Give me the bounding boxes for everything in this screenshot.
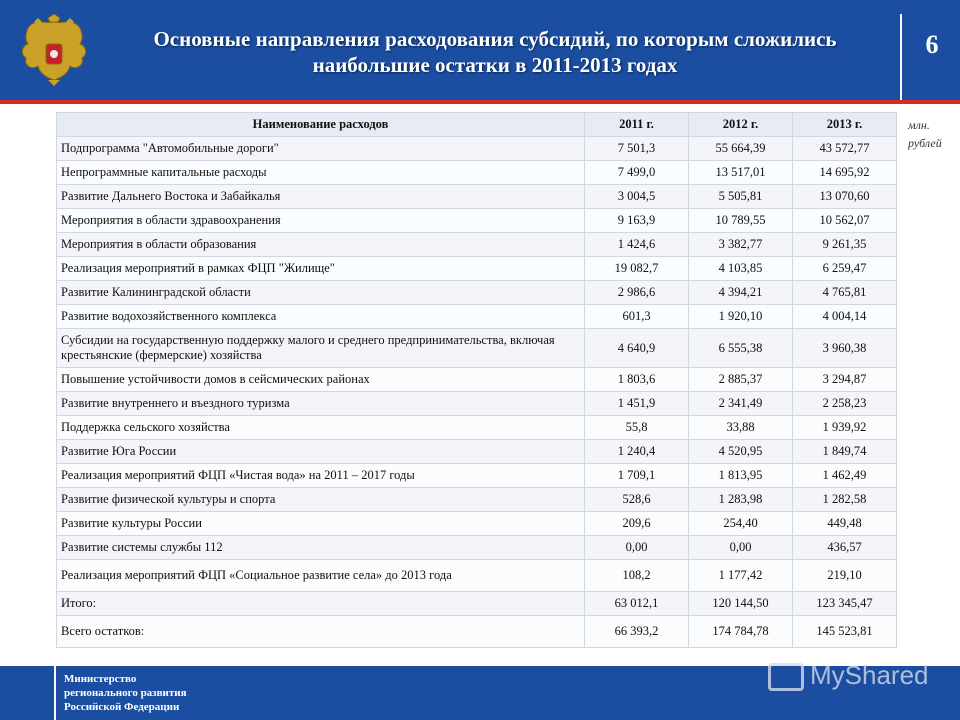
cell-2013: 3 960,38 (793, 329, 897, 368)
cell-name: Развитие внутреннего и въездного туризма (57, 392, 585, 416)
cell-2011: 528,6 (585, 488, 689, 512)
cell-2013: 145 523,81 (793, 616, 897, 648)
table-row (57, 209, 897, 233)
cell-2011: 1 240,4 (585, 440, 689, 464)
cell-2013: 10 562,07 (793, 209, 897, 233)
table-row (57, 305, 897, 329)
cell-2011: 601,3 (585, 305, 689, 329)
table-row (57, 392, 897, 416)
cell-2012: 2 885,37 (689, 368, 793, 392)
cell-2011: 63 012,1 (585, 592, 689, 616)
presentation-icon (768, 663, 804, 691)
title-line-1: Основные направления расходования субсидий, по которым сложились (153, 27, 837, 51)
table-row (57, 488, 897, 512)
table-header-row (57, 113, 897, 137)
header-cell-2013: 2013 г. (793, 113, 897, 137)
cell-name: Мероприятия в области здравоохранения (57, 209, 585, 233)
cell-2012: 0,00 (689, 536, 793, 560)
cell-2012: 55 664,39 (689, 137, 793, 161)
table-row (57, 329, 897, 368)
table-row (57, 416, 897, 440)
title-line-2: наибольшие остатки в 2011-2013 годах (312, 53, 678, 77)
table-row (57, 281, 897, 305)
cell-2013: 1 849,74 (793, 440, 897, 464)
cell-2011: 7 501,3 (585, 137, 689, 161)
cell-2013: 9 261,35 (793, 233, 897, 257)
cell-2013: 14 695,92 (793, 161, 897, 185)
cell-2013: 6 259,47 (793, 257, 897, 281)
cell-2013: 2 258,23 (793, 392, 897, 416)
cell-2011: 0,00 (585, 536, 689, 560)
cell-2011: 1 424,6 (585, 233, 689, 257)
cell-name: Поддержка сельского хозяйства (57, 416, 585, 440)
cell-2012: 174 784,78 (689, 616, 793, 648)
table-row (57, 536, 897, 560)
cell-name: Реализация мероприятий в рамках ФЦП "Жилище" (57, 257, 585, 281)
table-row (57, 185, 897, 209)
cell-2013: 219,10 (793, 560, 897, 592)
cell-2011: 1 451,9 (585, 392, 689, 416)
cell-2013: 43 572,77 (793, 137, 897, 161)
cell-2012: 3 382,77 (689, 233, 793, 257)
cell-name: Непрограммные капитальные расходы (57, 161, 585, 185)
cell-2012: 254,40 (689, 512, 793, 536)
cell-2011: 108,2 (585, 560, 689, 592)
table-row (57, 257, 897, 281)
cell-name: Подпрограмма "Автомобильные дороги" (57, 137, 585, 161)
table-row (57, 233, 897, 257)
table-row (57, 440, 897, 464)
cell-2011: 19 082,7 (585, 257, 689, 281)
cell-2012: 120 144,50 (689, 592, 793, 616)
cell-2011: 209,6 (585, 512, 689, 536)
cell-2011: 7 499,0 (585, 161, 689, 185)
cell-2012: 4 520,95 (689, 440, 793, 464)
table-row (57, 616, 897, 648)
table-row (57, 464, 897, 488)
table-row (57, 592, 897, 616)
cell-2013: 4 765,81 (793, 281, 897, 305)
table-row (57, 368, 897, 392)
units-label: млн. рублей (908, 118, 942, 150)
cell-name: Развитие Юга России (57, 440, 585, 464)
cell-2012: 10 789,55 (689, 209, 793, 233)
table-row (57, 161, 897, 185)
cell-2012: 1 920,10 (689, 305, 793, 329)
cell-name: Реализация мероприятий ФЦП «Социальное развитие села» до 2013 года (57, 560, 585, 592)
cell-name: Развитие Дальнего Востока и Забайкалья (57, 185, 585, 209)
cell-2012: 4 103,85 (689, 257, 793, 281)
cell-2013: 123 345,47 (793, 592, 897, 616)
table-row (57, 137, 897, 161)
slide-number: 6 (925, 30, 939, 59)
cell-2013: 1 282,58 (793, 488, 897, 512)
cell-2012: 1 283,98 (689, 488, 793, 512)
cell-2011: 1 803,6 (585, 368, 689, 392)
cell-name: Развитие системы службы 112 (57, 536, 585, 560)
expenses-table (56, 112, 897, 648)
cell-name: Развитие водохозяйственного комплекса (57, 305, 585, 329)
header-cell-2011: 2011 г. (585, 113, 689, 137)
ministry-line-1: Министерство (64, 673, 137, 685)
cell-name: Мероприятия в области образования (57, 233, 585, 257)
cell-2013: 436,57 (793, 536, 897, 560)
cell-2013: 1 939,92 (793, 416, 897, 440)
cell-2013: 4 004,14 (793, 305, 897, 329)
footer-divider (54, 666, 56, 720)
cell-2012: 13 517,01 (689, 161, 793, 185)
cell-2012: 33,88 (689, 416, 793, 440)
table-row (57, 512, 897, 536)
cell-2011: 3 004,5 (585, 185, 689, 209)
coat-of-arms-icon (18, 14, 90, 88)
cell-2011: 55,8 (585, 416, 689, 440)
watermark (768, 660, 929, 691)
cell-2012: 1 177,42 (689, 560, 793, 592)
header-divider (900, 14, 902, 100)
watermark-text: MyShared (810, 660, 929, 690)
cell-2011: 4 640,9 (585, 329, 689, 368)
cell-2013: 449,48 (793, 512, 897, 536)
cell-2013: 13 070,60 (793, 185, 897, 209)
cell-2011: 66 393,2 (585, 616, 689, 648)
cell-name: Всего остатков: (57, 616, 585, 648)
cell-2011: 9 163,9 (585, 209, 689, 233)
table-row (57, 560, 897, 592)
cell-name: Итого: (57, 592, 585, 616)
cell-name: Развитие физической культуры и спорта (57, 488, 585, 512)
cell-2013: 3 294,87 (793, 368, 897, 392)
flag-stripe (0, 100, 960, 104)
cell-name: Реализация мероприятий ФЦП «Чистая вода» на 2011 – 2017 годы (57, 464, 585, 488)
cell-2013: 1 462,49 (793, 464, 897, 488)
header-cell-name: Наименование расходов (57, 113, 585, 137)
ministry-line-3: Российской Федерации (64, 701, 180, 713)
cell-2012: 1 813,95 (689, 464, 793, 488)
cell-2012: 4 394,21 (689, 281, 793, 305)
cell-name: Развитие культуры России (57, 512, 585, 536)
ministry-name (64, 672, 187, 714)
cell-2012: 5 505,81 (689, 185, 793, 209)
cell-name: Повышение устойчивости домов в сейсмических районах (57, 368, 585, 392)
page-title (95, 26, 895, 78)
header-cell-2012: 2012 г. (689, 113, 793, 137)
cell-2011: 2 986,6 (585, 281, 689, 305)
cell-2011: 1 709,1 (585, 464, 689, 488)
header-bar (0, 0, 960, 100)
cell-name: Субсидии на государственную поддержку малого и среднего предпринимательства, включая крестьянские (фермерские) хозяйства (57, 329, 585, 368)
ministry-line-2: регионального развития (64, 687, 187, 699)
cell-2012: 2 341,49 (689, 392, 793, 416)
cell-2012: 6 555,38 (689, 329, 793, 368)
cell-name: Развитие Калининградской области (57, 281, 585, 305)
